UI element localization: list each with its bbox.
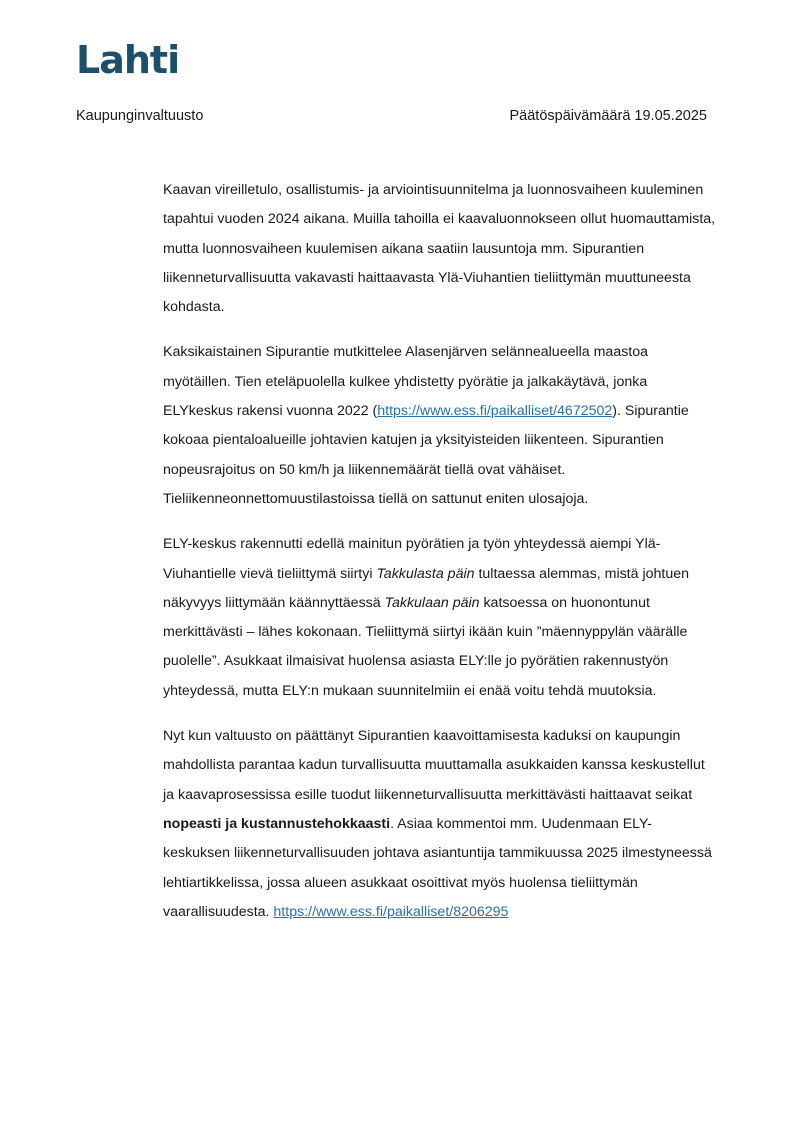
paragraph-3: [163, 530, 718, 706]
ess-article-link-8206295[interactable]: https://www.ess.fi/paikalliset/8206295: [273, 903, 509, 920]
paragraph-4-text-a: Nyt kun valtuusto on päättänyt Sipurantien kaavoittamisesta kaduksi on kaupungin mahdollista parantaa kadun turvallisuutta muuttamalla asukkaiden kanssa keskustellut ja kaavaprosessissa esille tuodut liikenneturvallisuutta merkittävästi haittaavat seikat: [163, 728, 705, 803]
italic-takkulasta-pain: Takkulasta päin: [376, 565, 475, 582]
paragraph-1-text: Kaavan vireilletulo, osallistumis- ja arviointisuunnitelma ja luonnosvaiheen kuuleminen tapahtui vuoden 2024 aikana. Muilla tahoilla ei kaavaluonnokseen ollut huomauttamista, mutta luonnosvaiheen kuulemisen aikana saatiin lausuntoja mm. Sipurantien liikenneturvallisuutta vakavasti haittaavasta Ylä-Viuhantien tieliittymän muuttuneesta kohdasta.: [163, 182, 716, 316]
lahti-logo: Lahti: [76, 38, 180, 82]
paragraph-4: [163, 722, 718, 927]
organization-name: Kaupunginvaltuusto: [76, 108, 204, 124]
paragraph-2-text-b: ). Sipurantie kokoaa pientaloalueille johtavien katujen ja yksityisteiden liikenteen. Sipurantien nopeusrajoitus on 50 km/h ja liikennemäärät tiellä ovat vähäiset. Tieliikenneonnettomuustilastoissa tiellä on sattunut eniten ulosajoja.: [163, 403, 689, 507]
paragraph-1: [163, 176, 718, 322]
paragraph-2-text-a: Kaksikaistainen Sipurantie mutkittelee Alasenjärven selännealueella maastoa myötäillen. Tien eteläpuolella kulkee yhdistetty pyörätie ja jalkakäytävä, jonka ELYkeskus rakensi vuonna 2022 (: [163, 344, 649, 420]
bold-nopeasti: nopeasti ja kustannustehokkaasti: [163, 815, 391, 832]
decision-date: Päätöspäivämäärä 19.05.2025: [509, 108, 707, 124]
paragraph-4-text-b: . Asiaa kommentoi mm. Uudenmaan ELY-keskuksen liikenneturvallisuuden johtava asiantuntija tammikuussa 2025 ilmestyneessä lehtiartikkelissa, jossa alueen asukkaat osoittivat myös huolensa tieliittymän vaarallisuudesta.: [163, 815, 712, 920]
paragraph-3-text-a: ELY-keskus rakennutti edellä mainitun pyörätien ja työn yhteydessä aiempi Ylä-Viuhantielle vievä tieliittymä siirtyi: [163, 536, 661, 582]
paragraph-3-text-c: katsoessa on huonontunut merkittävästi – lähes kokonaan. Tieliittymä siirtyi ikään kuin ”mäennyppylän väärälle puolelle”. Asukkaat ilmaisivat huolensa asiasta ELY:lle jo pyörätien rakennustyön yhteydessä, mutta ELY:n mukaan suunnitelmiin ei enää voitu tehdä muutoksia.: [163, 594, 688, 699]
paragraph-2: [163, 338, 718, 514]
document-body: [163, 176, 718, 943]
italic-takkulaan-pain: Takkulaan päin: [384, 594, 480, 611]
ess-article-link-4672502[interactable]: https://www.ess.fi/paikalliset/4672502: [377, 403, 613, 420]
paragraph-3-text-b: tultaessa alemmas, mistä johtuen näkyvyys liittymään käännyttäessä: [163, 565, 690, 611]
